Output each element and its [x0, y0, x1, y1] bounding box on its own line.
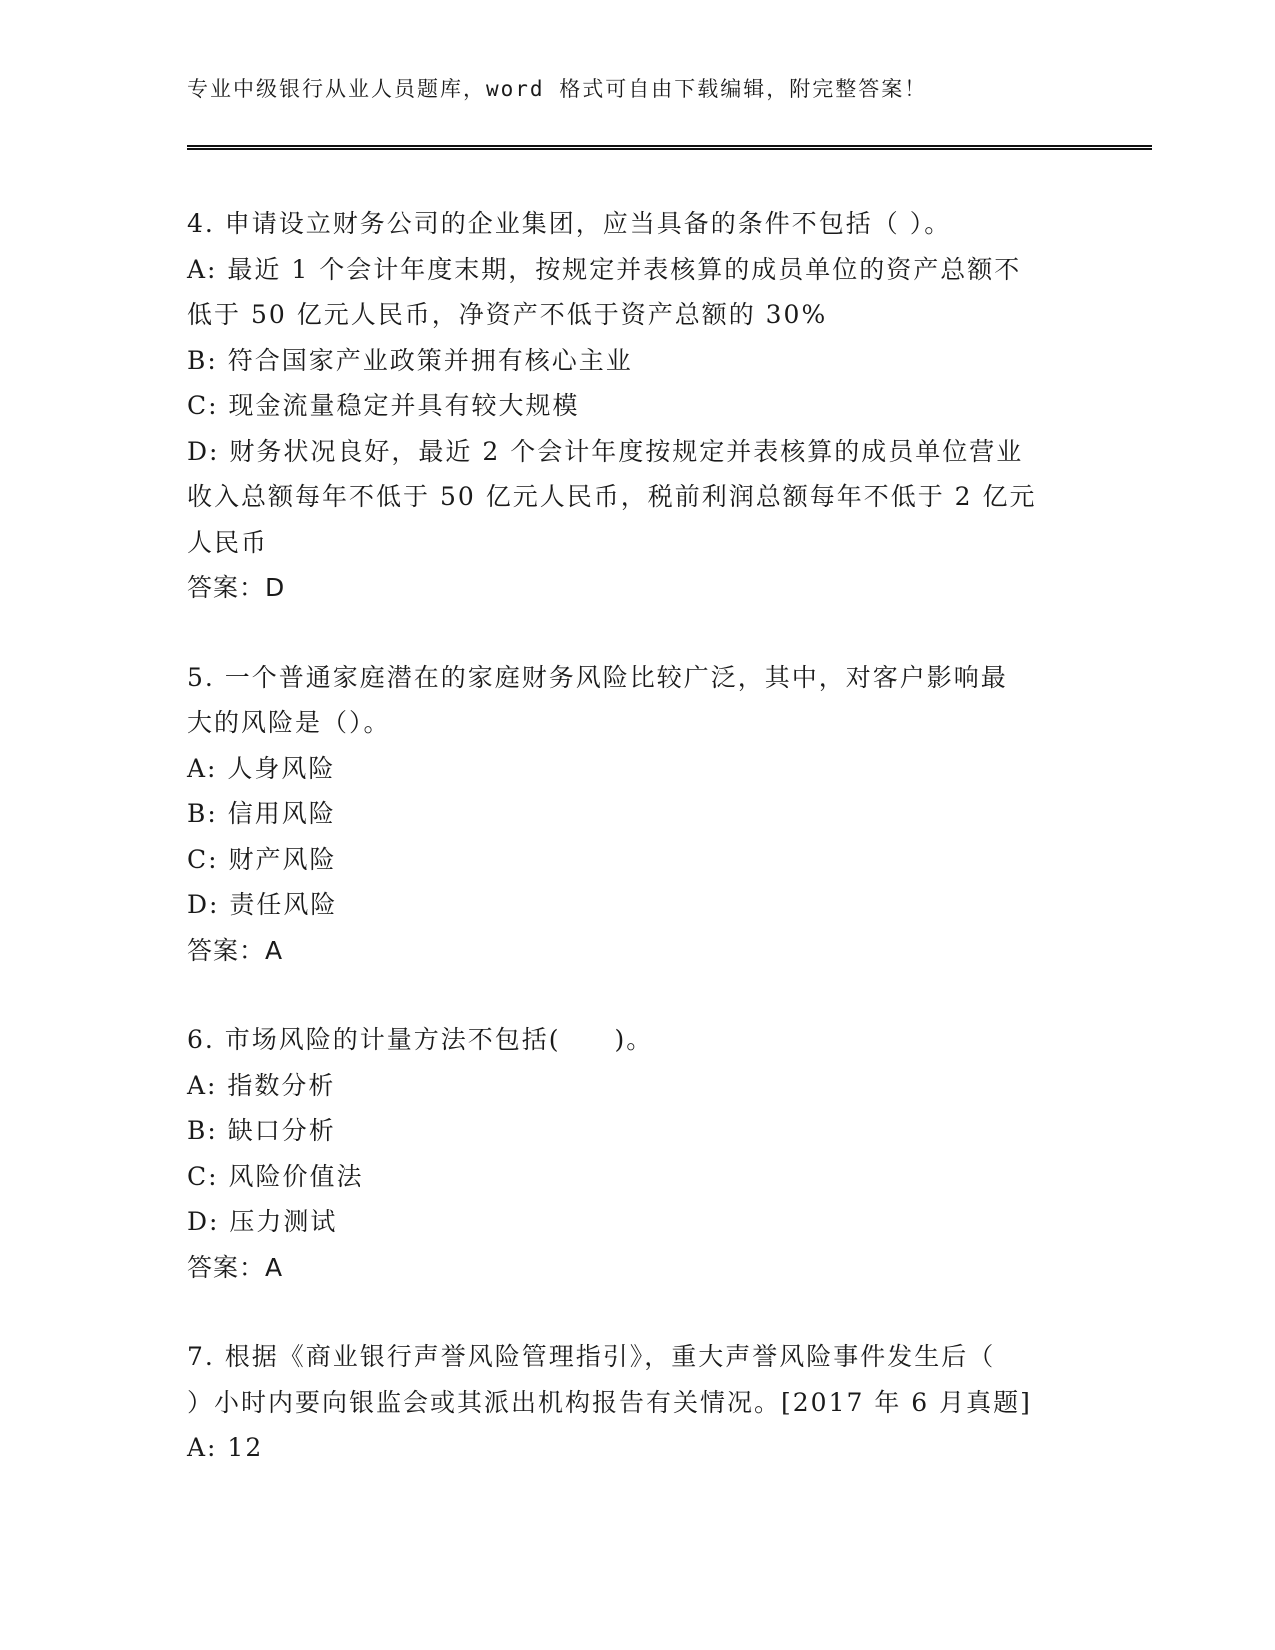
- option-d: D: 压力测试: [187, 1207, 338, 1236]
- question-4: [187, 201, 1092, 611]
- question-list: [187, 201, 1092, 1515]
- header-divider: [187, 145, 1152, 150]
- option-a: A: 12: [187, 1433, 264, 1462]
- option-c: C: 现金流量稳定并具有较大规模: [187, 391, 580, 420]
- option-a-continued: 低于 50 亿元人民币，净资产不低于资产总额的 30%: [187, 300, 828, 329]
- question-stem-continued: ）小时内要向银监会或其派出机构报告有关情况。[2017 年 6 月真题]: [187, 1387, 1032, 1417]
- question-7: [187, 1334, 1092, 1471]
- question-stem-continued: 大的风险是（）。: [187, 708, 391, 737]
- option-a: A: 人身风险: [187, 753, 336, 783]
- option-d-continued: 人民币: [187, 527, 269, 557]
- question-stem: 6. 市场风险的计量方法不包括( )。: [187, 1025, 654, 1054]
- option-d-continued: 收入总额每年不低于 50 亿元人民币，税前利润总额每年不低于 2 亿元: [187, 482, 1037, 511]
- question-stem: 4. 申请设立财务公司的企业集团，应当具备的条件不包括（ ）。: [187, 209, 952, 238]
- answer-label: 答案：A: [187, 1252, 284, 1282]
- answer-label: 答案：D: [187, 573, 286, 602]
- option-b: B: 信用风险: [187, 799, 336, 828]
- answer-label: 答案：A: [187, 935, 284, 965]
- option-c: C: 风险价值法: [187, 1161, 364, 1191]
- option-b: B: 缺口分析: [187, 1116, 336, 1145]
- question-5: [187, 655, 1092, 974]
- question-6: [187, 1017, 1092, 1290]
- option-d: D: 责任风险: [187, 890, 338, 919]
- option-c: C: 财产风险: [187, 844, 337, 874]
- option-b: B: 符合国家产业政策并拥有核心主业: [187, 345, 633, 375]
- question-stem: 7. 根据《商业银行声誉风险管理指引》，重大声誉风险事件发生后（: [187, 1342, 996, 1371]
- option-a: A: 指数分析: [187, 1070, 336, 1100]
- option-a: A: 最近 1 个会计年度末期，按规定并表核算的成员单位的资产总额不: [187, 254, 1022, 284]
- page-header: 专业中级银行从业人员题库，word 格式可自由下载编辑，附完整答案！: [187, 77, 928, 101]
- option-d: D: 财务状况良好，最近 2 个会计年度按规定并表核算的成员单位营业: [187, 436, 1024, 466]
- question-stem: 5. 一个普通家庭潜在的家庭财务风险比较广泛，其中，对客户影响最: [187, 662, 1008, 692]
